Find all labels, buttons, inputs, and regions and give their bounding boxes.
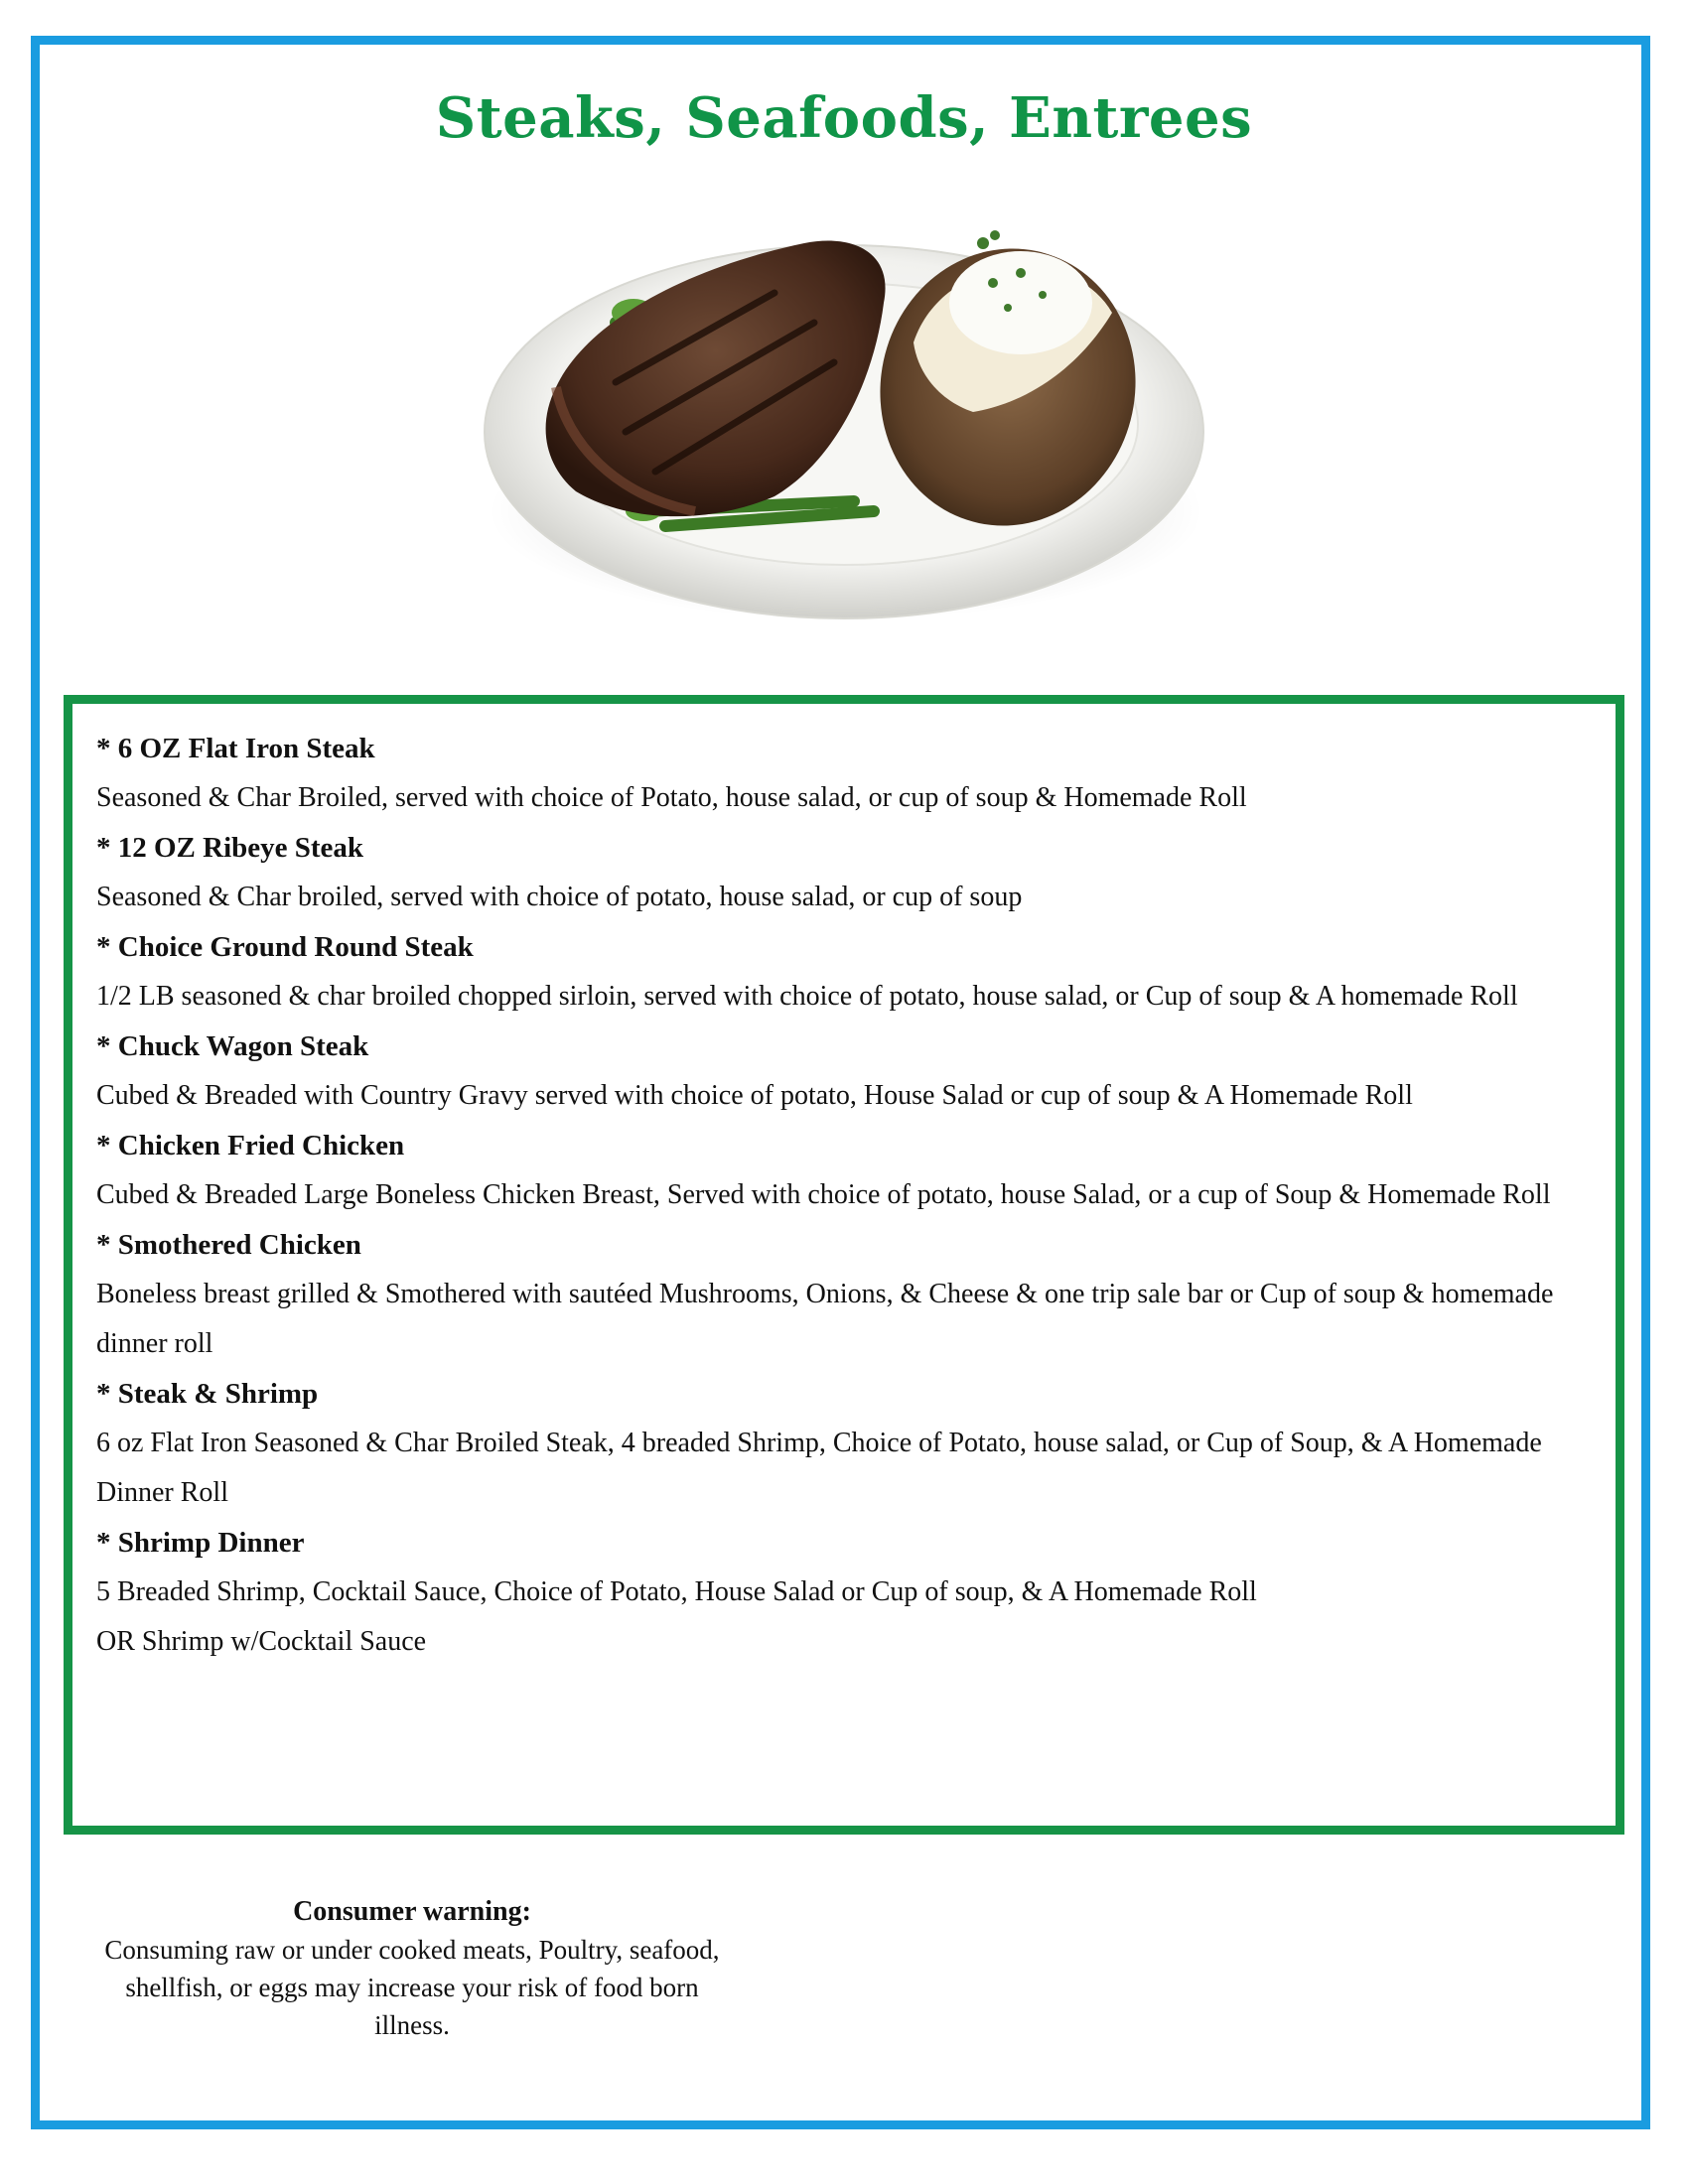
warning-title: Consumer warning: <box>293 1896 531 1927</box>
item-name: * Chuck Wagon Steak <box>96 1030 369 1062</box>
steak-plate-image <box>477 213 1211 630</box>
menu-item <box>96 724 1592 823</box>
item-name: * 12 OZ Ribeye Steak <box>96 832 364 864</box>
menu-items-box <box>64 695 1624 1835</box>
item-description: 1/2 LB seasoned & char broiled chopped sirloin, served with choice of potato, house salad, or Cup of soup & A homemade Roll <box>96 981 1518 1012</box>
item-extra-note: OR Shrimp w/Cocktail Sauce <box>96 1626 427 1657</box>
menu-item <box>96 1121 1592 1220</box>
item-name: * 6 OZ Flat Iron Steak <box>96 733 375 764</box>
item-name: * Smothered Chicken <box>96 1229 361 1261</box>
item-description: Seasoned & Char broiled, served with choice of potato, house salad, or cup of soup <box>96 882 1023 912</box>
menu-item <box>96 823 1592 922</box>
item-description: 6 oz Flat Iron Seasoned & Char Broiled Steak, 4 breaded Shrimp, Choice of Potato, house salad, or Cup of Soup, & A Homemade Dinner Roll <box>96 1428 1542 1508</box>
warning-text: Consuming raw or under cooked meats, Poultry, seafood, shellfish, or eggs may increase your risk of food born illness. <box>104 1935 720 2040</box>
menu-list <box>96 724 1592 1667</box>
item-description: Cubed & Breaded Large Boneless Chicken Breast, Served with choice of potato, house Salad, or a cup of Soup & Homemade Roll <box>96 1179 1551 1210</box>
item-name: * Choice Ground Round Steak <box>96 931 474 963</box>
consumer-warning <box>89 1893 735 2044</box>
item-name: * Steak & Shrimp <box>96 1378 319 1410</box>
item-name: * Shrimp Dinner <box>96 1527 305 1559</box>
menu-item <box>96 1369 1592 1518</box>
item-description: Boneless breast grilled & Smothered with sautéed Mushrooms, Onions, & Cheese & one trip sale bar or Cup of soup & homemade dinner roll <box>96 1279 1554 1359</box>
item-description: Cubed & Breaded with Country Gravy served with choice of potato, House Salad or cup of soup & A Homemade Roll <box>96 1080 1413 1111</box>
page-title: Steaks, Seafoods, Entrees <box>435 85 1253 151</box>
menu-item <box>96 1022 1592 1121</box>
menu-item <box>96 922 1592 1022</box>
item-name: * Chicken Fried Chicken <box>96 1130 405 1161</box>
menu-item <box>96 1518 1592 1667</box>
item-description: 5 Breaded Shrimp, Cocktail Sauce, Choice of Potato, House Salad or Cup of soup, & A Homemade Roll <box>96 1576 1257 1607</box>
item-description: Seasoned & Char Broiled, served with choice of Potato, house salad, or cup of soup & Homemade Roll <box>96 782 1247 813</box>
menu-item <box>96 1220 1592 1369</box>
